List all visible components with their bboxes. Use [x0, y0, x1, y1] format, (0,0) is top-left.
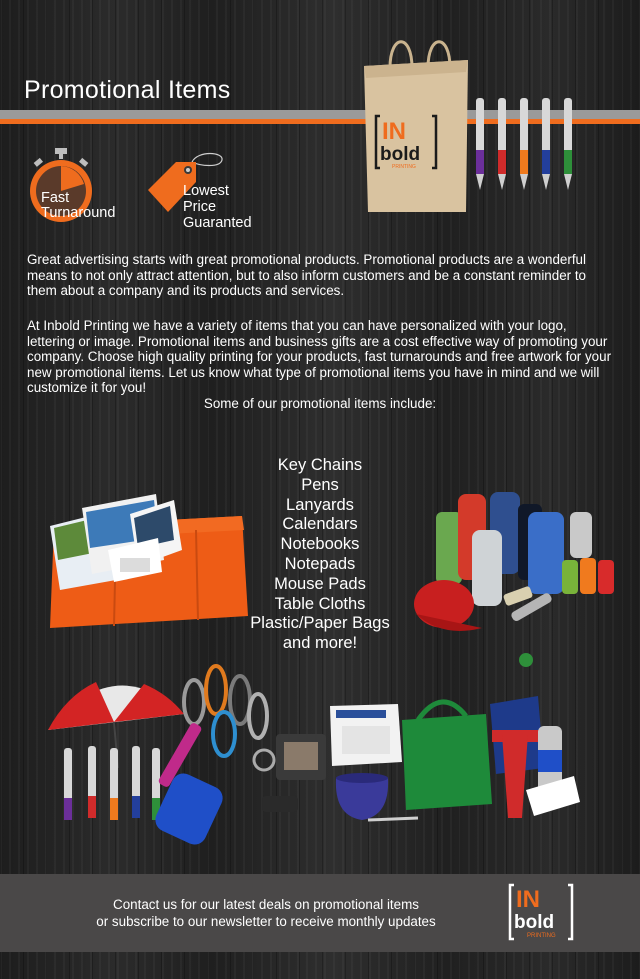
- list-item: Lanyards: [286, 495, 354, 514]
- details-paragraph: At Inbold Printing we have a variety of items that you can have personalized with your logo, lettering or image. Promotional items and business gifts are a cost effective way of promoting your company. Choose high quality printing for your products, fast turnarounds and free artwork for your new promotional items. Let us know what type of promotional items you have in mind and we will customize it for you!: [27, 318, 612, 396]
- list-item: Mouse Pads: [274, 574, 366, 593]
- fast-turnaround-line2: Turnaround: [41, 205, 116, 221]
- inbold-logo[interactable]: [508, 883, 574, 941]
- footer-line-1: Contact us for our latest deals on promotional items: [113, 897, 419, 912]
- bag-logo-in: IN: [382, 118, 406, 145]
- intro-paragraph: Great advertising starts with great promotional products. Promotional products are a wonderful means to not only attract attention, but to also inform customers and be a constant reminder to them about a company and its products and services.: [27, 252, 586, 299]
- page-title: Promotional Items: [24, 76, 231, 104]
- items-intro: Some of our promotional items include:: [203, 396, 437, 411]
- shopping-bag-image: [362, 28, 470, 213]
- list-item: Notepads: [284, 554, 356, 573]
- footer-logo-printing: PRINTING: [527, 933, 556, 939]
- price-line-2: Price: [183, 199, 217, 215]
- bottles-cap-image: [412, 488, 622, 668]
- list-item: Pens: [301, 475, 339, 494]
- office-items-image: [258, 690, 588, 830]
- umbrella-pens-image: [44, 660, 282, 860]
- footer-text: [56, 896, 476, 930]
- footer-logo-in: IN: [516, 886, 540, 913]
- price-line-3: Guaranted: [183, 215, 252, 231]
- tablecloth-calendar-image: [46, 490, 250, 630]
- fast-turnaround-line1: Fast: [41, 190, 70, 206]
- footer-logo-bold: bold: [514, 912, 555, 933]
- footer-line-2: or subscribe to our newsletter to receive monthly updates: [96, 914, 436, 929]
- bag-logo-printing: PRINTING: [392, 164, 416, 170]
- pens-image: [470, 90, 580, 200]
- bag-logo-bold: bold: [380, 144, 421, 165]
- price-line-1: Lowest: [183, 183, 229, 199]
- list-item: Calendars: [282, 515, 358, 534]
- items-list: [230, 456, 410, 654]
- lowest-price-guaranteed: [183, 183, 252, 231]
- list-item: Plastic/Paper Bags: [250, 614, 390, 633]
- list-item: Table Cloths: [274, 594, 366, 613]
- list-item: Key Chains: [277, 456, 363, 474]
- list-item: Notebooks: [280, 535, 360, 554]
- list-item: and more!: [282, 634, 358, 653]
